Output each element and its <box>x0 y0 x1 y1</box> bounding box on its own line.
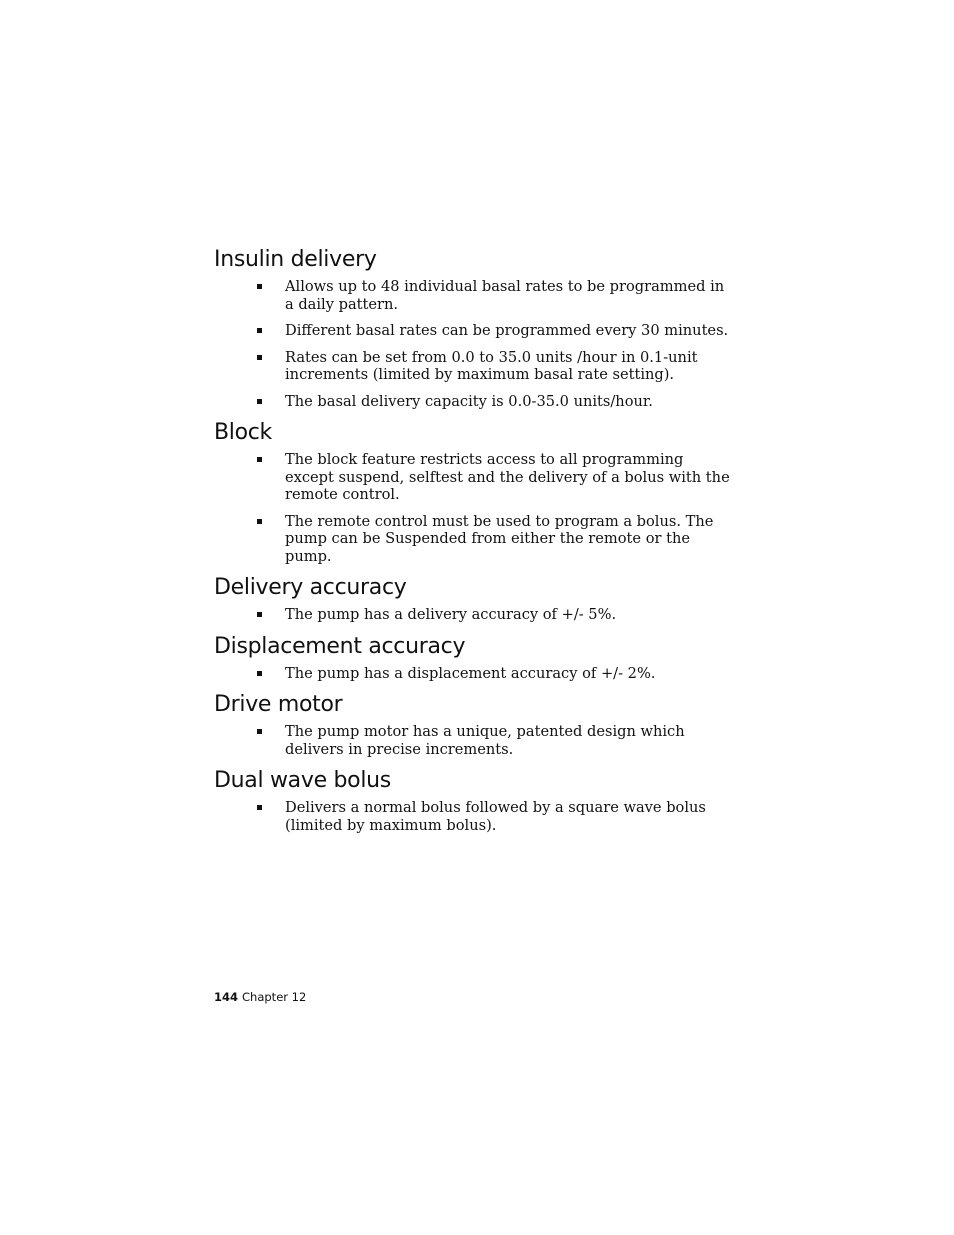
page-content <box>214 246 734 843</box>
section-block <box>214 419 734 565</box>
list-item <box>214 799 734 834</box>
page-number: 144 <box>214 990 239 1004</box>
list-item-text: The pump has a displacement accuracy of +/- 2%. <box>285 664 656 682</box>
list-item-text: Allows up to 48 individual basal rates to be programmed in a daily pattern. <box>285 278 725 313</box>
section-heading: Insulin delivery <box>214 247 377 272</box>
section-insulin-delivery <box>214 246 734 410</box>
bullet-list <box>214 278 734 410</box>
bullet-square-icon <box>257 612 262 617</box>
page-footer <box>214 990 306 1004</box>
bullet-square-icon <box>257 671 262 676</box>
list-item <box>214 723 734 758</box>
section-delivery-accuracy <box>214 574 734 624</box>
list-item-text: The pump has a delivery accuracy of +/- 5%. <box>285 606 617 623</box>
section-heading: Displacement accuracy <box>214 633 466 659</box>
bullet-list <box>214 665 734 683</box>
list-item-text: The block feature restricts access to all programming except suspend, selftest and the delivery of a bolus with the remote control. <box>285 451 730 503</box>
section-heading: Dual wave bolus <box>214 768 391 793</box>
bullet-square-icon <box>257 328 262 333</box>
list-item <box>214 451 734 504</box>
section-displacement-accuracy <box>214 633 734 683</box>
list-item <box>214 349 734 384</box>
section-heading: Block <box>214 420 273 445</box>
bullet-square-icon <box>257 519 262 524</box>
section-heading: Drive motor <box>214 692 343 717</box>
bullet-square-icon <box>257 399 262 404</box>
bullet-square-icon <box>257 457 262 462</box>
bullet-list <box>214 723 734 758</box>
list-item-text: Delivers a normal bolus followed by a square wave bolus (limited by maximum bolus). <box>285 799 706 834</box>
bullet-square-icon <box>257 355 262 360</box>
chapter-label: Chapter 12 <box>242 990 307 1004</box>
section-dual-wave-bolus <box>214 767 734 834</box>
list-item <box>214 606 734 624</box>
section-drive-motor <box>214 691 734 758</box>
list-item-text: Rates can be set from 0.0 to 35.0 units /hour in 0.1-unit increments (limited by maximum basal rate setting). <box>285 348 698 383</box>
list-item <box>214 322 734 340</box>
list-item-text: The basal delivery capacity is 0.0-35.0 units/hour. <box>285 392 653 410</box>
bullet-list <box>214 799 734 834</box>
list-item <box>214 665 734 683</box>
bullet-list <box>214 606 734 624</box>
list-item-text: The pump motor has a unique, patented design which delivers in precise increments. <box>285 723 685 758</box>
bullet-list <box>214 451 734 565</box>
list-item-text: The remote control must be used to program a bolus. The pump can be Suspended from either the remote or the pump. <box>285 512 714 565</box>
list-item <box>214 393 734 411</box>
list-item-text: Different basal rates can be programmed every 30 minutes. <box>285 322 729 339</box>
bullet-square-icon <box>257 729 262 734</box>
section-heading: Delivery accuracy <box>214 575 407 600</box>
list-item <box>214 278 734 313</box>
bullet-square-icon <box>257 284 262 289</box>
list-item <box>214 513 734 566</box>
bullet-square-icon <box>257 805 262 810</box>
